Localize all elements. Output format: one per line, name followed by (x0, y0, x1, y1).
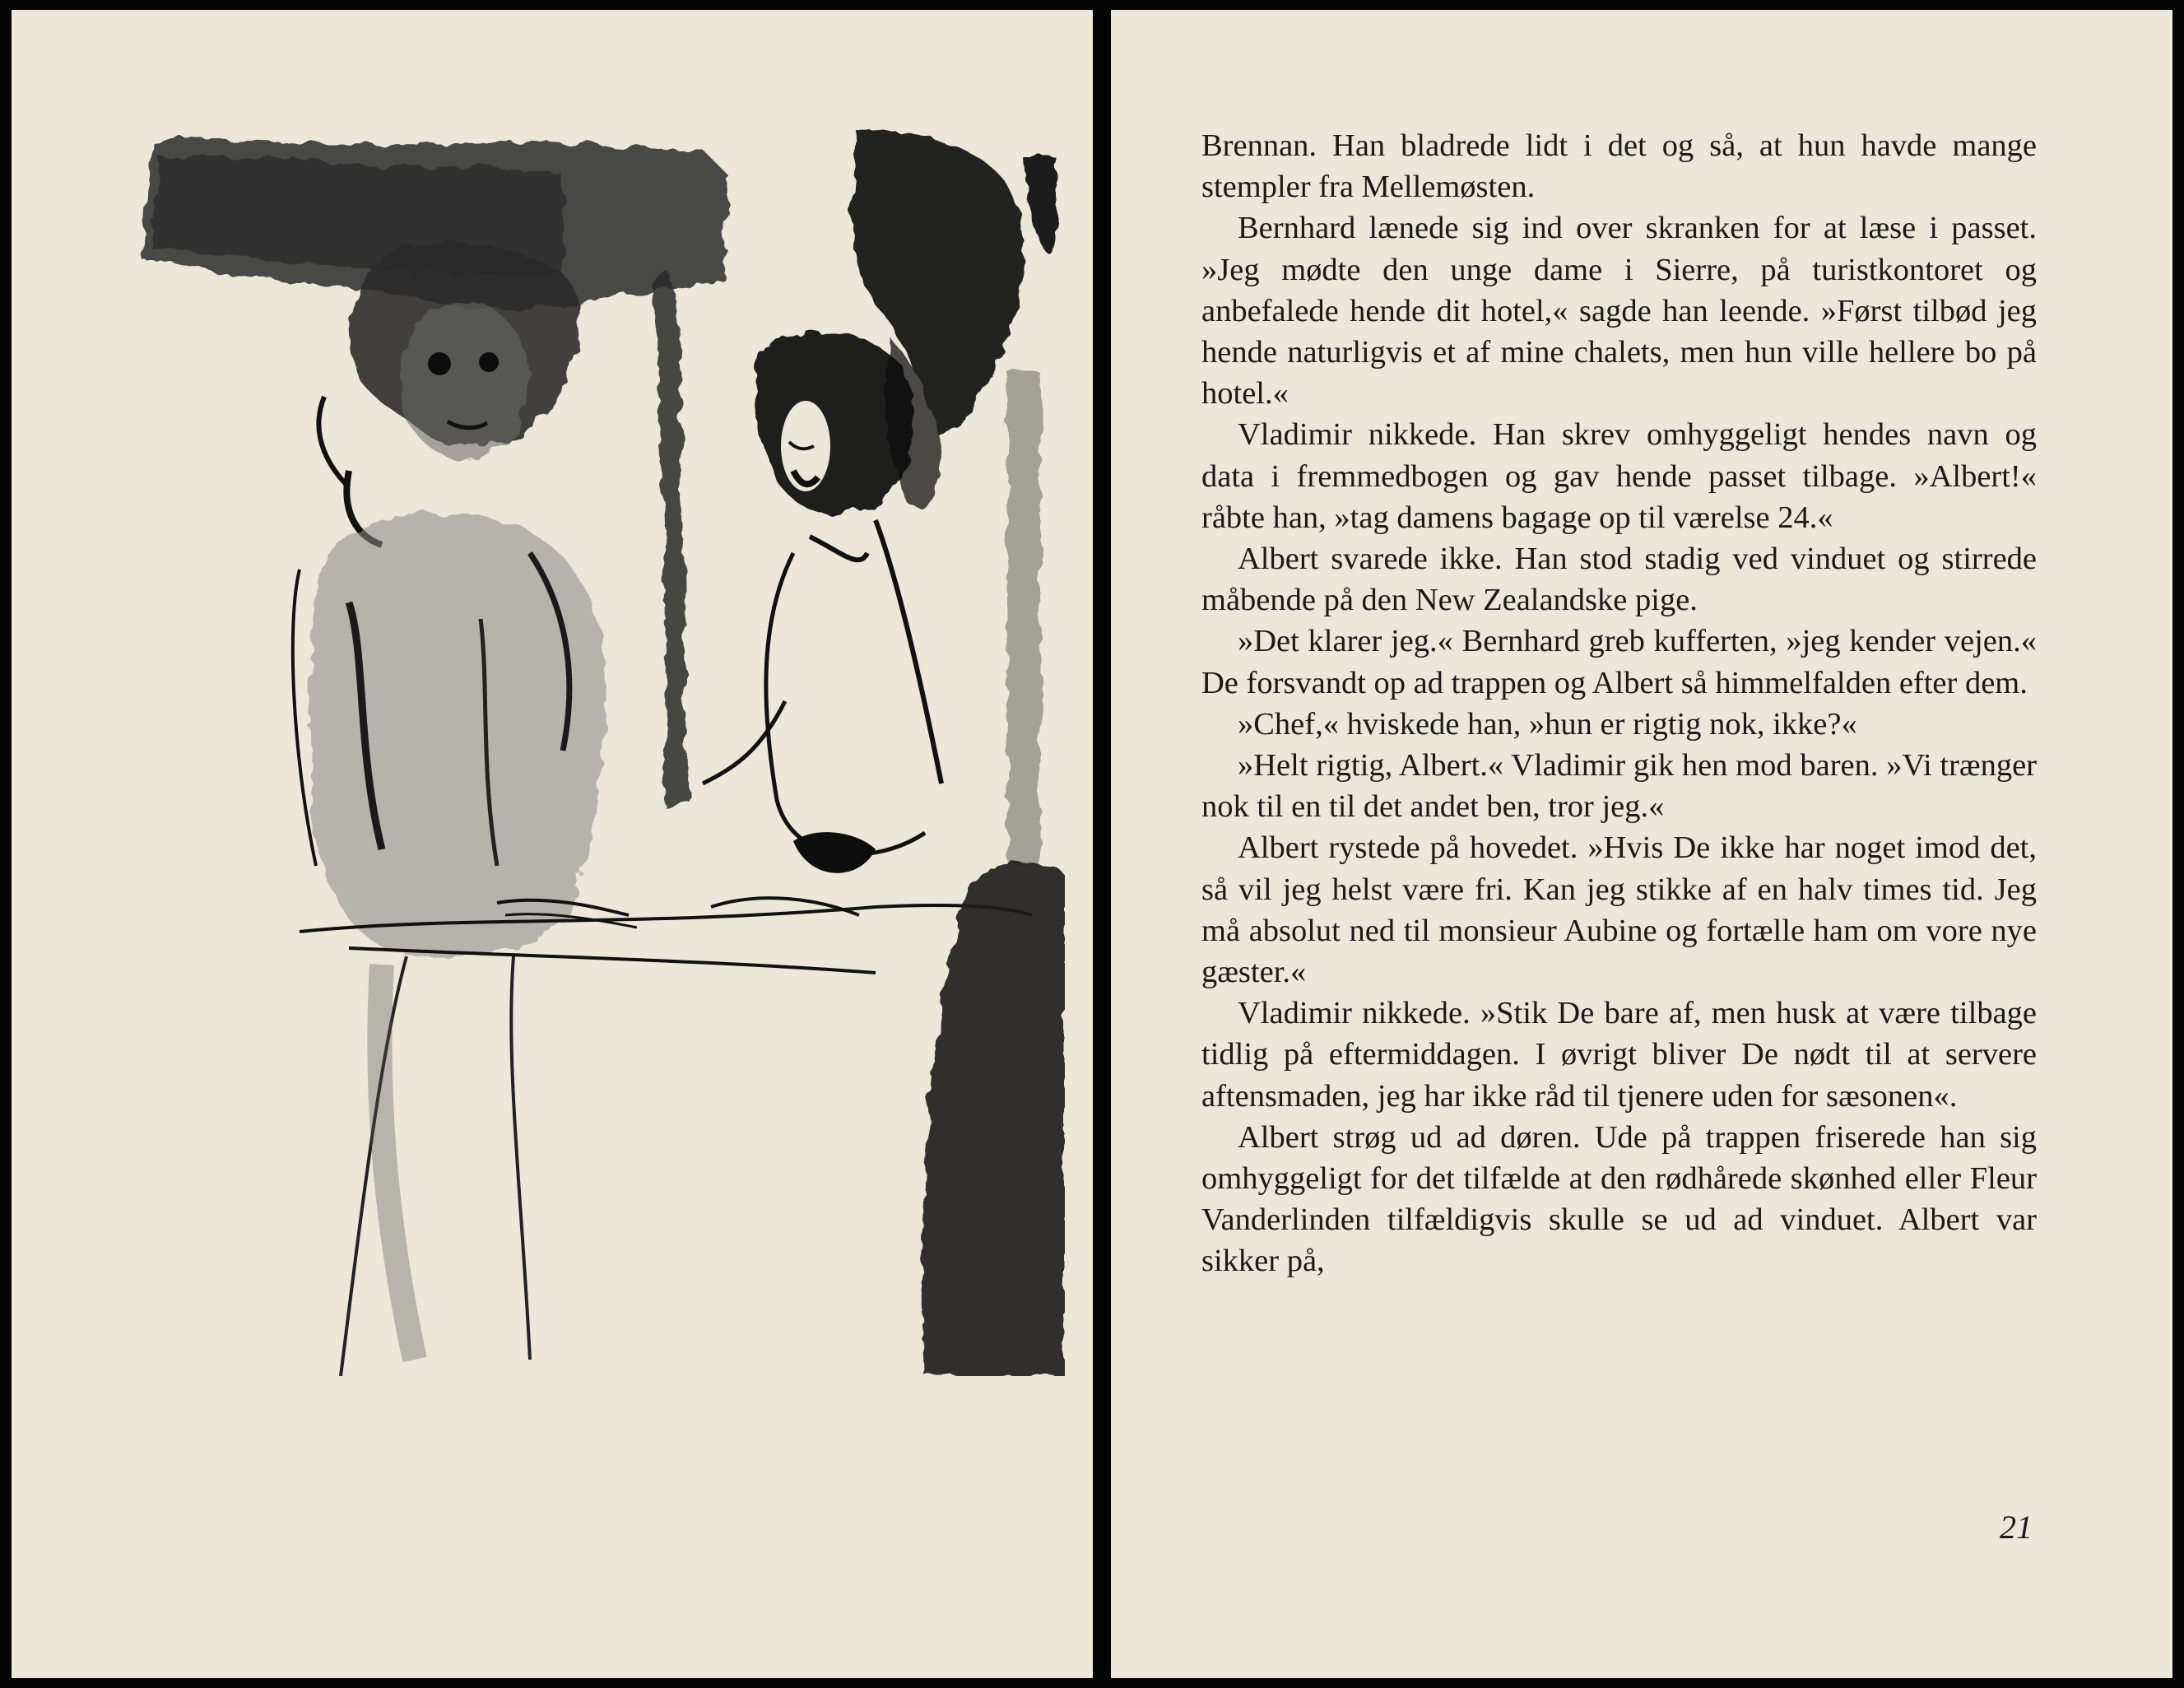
right-page (1111, 10, 2172, 1678)
paragraph: Albert strøg ud ad døren. Ude på trappen friserede han sig omhyggeligt for det tilfælde at den rødhårede skønhed eller Fleur Vanderlinden tilfældigvis skulle se ud ad vinduet. Albert var sikker på, (1201, 1119, 2037, 1279)
ink-wash-illustration (135, 125, 1065, 1376)
paragraph: »Det klarer jeg.« Bernhard greb kufferten, »jeg kender vejen.« De forsvandt op ad trappen og Albert så himmelfalden efter dem. (1201, 624, 2037, 700)
page-number: 21 (2000, 1509, 2033, 1546)
paragraph: Vladimir nikkede. »Stik De bare af, men husk at være tilbage tidlig på eftermiddagen. I øvrigt bliver De nødt til at servere aftensmaden, jeg har ikke råd til tjenere uden for sæsonen«. (1201, 996, 2037, 1114)
paragraph: Albert rystede på hovedet. »Hvis De ikke har noget imod det, så vil jeg helst være fri. Kan jeg stikke af en halv times tid. Jeg må absolut ned til monsieur Aubine og fortælle ham om vore nye gæster.« (1201, 830, 2037, 990)
body-text (1201, 125, 2037, 1282)
paragraph: Vladimir nikkede. Han skrev omhyggeligt hendes navn og data i fremmedbogen og gav hende passet tilbage. »Albert!« råbte han, »tag damens bagage op til værelse 24.« (1201, 417, 2037, 535)
paragraph: Albert svarede ikke. Han stod stadig ved vinduet og stirrede måbende på den New Zealandske pige. (1201, 542, 2037, 618)
paragraph: Bernhard lænede sig ind over skranken for at læse i passet. »Jeg mødte den unge dame i Sierre, på turistkontoret og anbefalede hende dit hotel,« sagde han leende. »Først tilbød jeg hende naturligvis et af mine chalets, men hun ville hellere bo på hotel.« (1201, 211, 2037, 412)
left-page (12, 10, 1093, 1678)
paragraph: »Helt rigtig, Albert.« Vladimir gik hen mod baren. »Vi trænger nok til en til det andet ben, tror jeg.« (1201, 748, 2037, 825)
paragraph: Brennan. Han bladrede lidt i det og så, at hun havde mange stempler fra Mellemøsten. (1201, 128, 2037, 205)
paragraph: »Chef,« hviskede han, »hun er rigtig nok, ikke?« (1238, 706, 1857, 742)
